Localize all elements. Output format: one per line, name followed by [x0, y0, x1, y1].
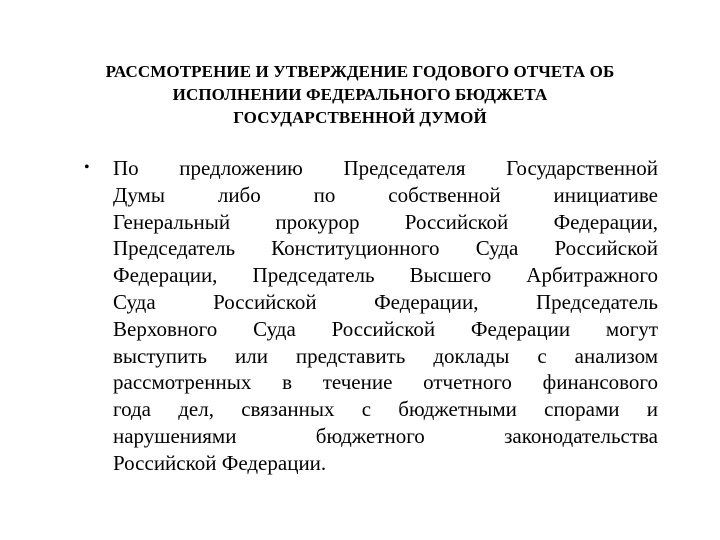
paragraph-line: года дел, связанных с бюджетными спорами и: [113, 397, 658, 422]
bullet-paragraph: [113, 155, 658, 477]
paragraph-line: нарушениями бюджетного законодательства: [113, 423, 658, 448]
title-line-3: ГОСУДАРСТВЕННОЙ ДУМОЙ: [233, 108, 487, 127]
paragraph-line: Председатель Конституционного Суда Российской: [113, 236, 658, 261]
title-line-1: РАССМОТРЕНИЕ И УТВЕРЖДЕНИЕ ГОДОВОГО ОТЧЕТА ОБ: [105, 62, 615, 81]
paragraph-line: По предложению Председателя Государственной: [113, 156, 658, 180]
paragraph-line: рассмотренных в течение отчетного финансового: [113, 370, 658, 395]
title-line-2: ИСПОЛНЕНИИ ФЕДЕРАЛЬНОГО БЮДЖЕТА: [172, 85, 548, 104]
paragraph-line: выступить или представить доклады с анализом: [113, 343, 658, 368]
paragraph-line: Суда Российской Федерации, Председатель: [113, 289, 658, 314]
slide-title: [40, 60, 680, 129]
paragraph-line: Российской Федерации.: [113, 450, 327, 475]
paragraph-line: Генеральный прокурор Российской Федерации,: [113, 209, 658, 234]
paragraph-line: Верховного Суда Российской Федерации могут: [113, 316, 658, 341]
paragraph-line: Думы либо по собственной инициативе: [113, 182, 658, 207]
bullet-marker: •: [84, 159, 90, 176]
paragraph-line: Федерации, Председатель Высшего Арбитражного: [113, 263, 658, 288]
